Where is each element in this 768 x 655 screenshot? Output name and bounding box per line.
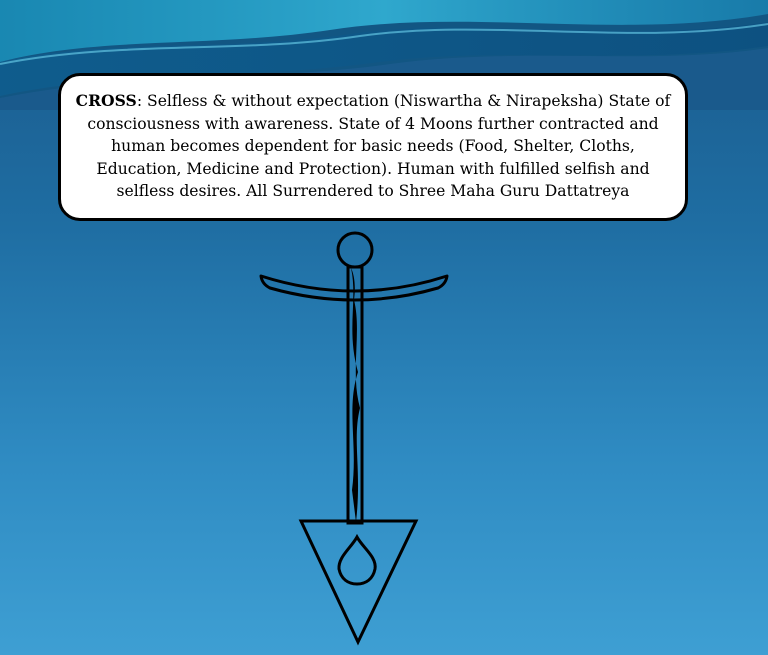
top-circle	[338, 233, 372, 267]
cross-symbol-icon	[250, 228, 460, 650]
drop-icon	[339, 537, 375, 584]
description-box	[58, 73, 688, 221]
term-label: CROSS	[75, 91, 137, 110]
shaft-twist	[351, 268, 360, 522]
description-text: : Selfless & without expectation (Niswartha & Nirapeksha) State of consciousness with awareness. State of 4 Moons further contracted and human becomes dependent for basic needs (Food, Shelter, Cloths, Education, Medicine and Protection). Human with fulfilled selfish and selfless desires. All Surrendered to Shree Maha Guru Dattatreya	[87, 92, 671, 200]
